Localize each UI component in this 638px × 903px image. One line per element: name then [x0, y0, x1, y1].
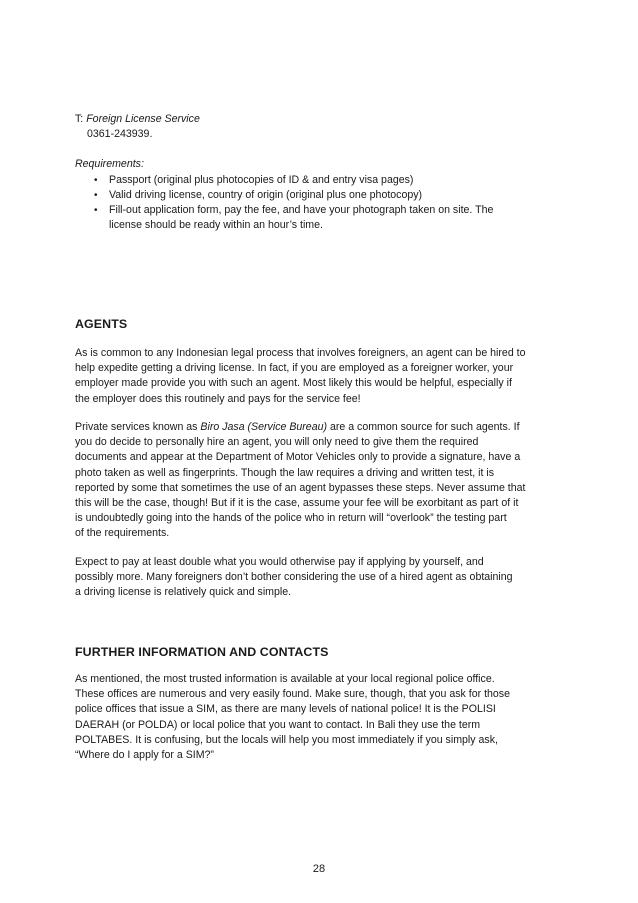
- further-heading: FURTHER INFORMATION AND CONTACTS: [75, 645, 329, 659]
- agents-paragraph-1: As is common to any Indonesian legal process that involves foreigners, an agent can be hired to help expedite getting a driving license. In fact, if you are employed as a foreigner worker, your employer made provide you with such an agent. Most likely this would be helpful, especially if the employer does this routinely and pays for the service fee!: [75, 347, 526, 405]
- contact-service: Foreign License Service: [86, 113, 200, 125]
- contact-phone: 0361-243939.: [87, 128, 153, 141]
- biro-jasa-term: Biro Jasa (Service Bureau): [200, 421, 328, 433]
- contact-line: [75, 112, 565, 127]
- list-item: • Valid driving license, country of origin (original plus one photocopy): [75, 188, 565, 203]
- requirements-title: Requirements:: [75, 158, 144, 171]
- page-number: 28: [312, 863, 326, 875]
- contact-block: [75, 112, 565, 233]
- requirements-list: [75, 173, 565, 234]
- bullet-icon: •: [94, 205, 98, 217]
- list-item: • Passport (original plus photocopies of ID & and entry visa pages): [75, 173, 565, 188]
- further-paragraph-1: As mentioned, the most trusted information is available at your local regional police office. These offices are numerous and very easily found. Make sure, though, that you ask for those police offices that issue a SIM, as there are many levels of national police! It is the POLISI DAERAH (or POLDA) or local police that you want to contact. In Bali they use the term POLTABES. It is confusing, but the locals will help you most immediately if you simply ask, “Where do I apply for a SIM?”: [75, 673, 510, 762]
- agents-heading: AGENTS: [75, 317, 128, 331]
- agents-paragraph-3: Expect to pay at least double what you would otherwise pay if applying by yourself, and possibly more. Many foreigners don’t bother considering the use of a hired agent as obtaining a driving license is relatively quick and simple.: [75, 556, 513, 599]
- agents-paragraph-2: Private services known as Biro Jasa (Service Bureau) are a common source for such agents. If you do decide to personally hire an agent, you will only need to give them the required documents and appear at the Department of Motor Vehicles only to provide a signature, have a photo taken as well as fingerprints. Though the law requires a driving and written test, it is reported by some that sometimes the use of an agent bypasses these steps. Never assume that this will be the case, though! But if it is the case, assume your fee will be exorbitant as part of it is undoubtedly going into the hands of the police who in return will “overlook” the testing part of the requirements.: [75, 421, 526, 540]
- bullet-icon: •: [94, 189, 98, 201]
- bullet-icon: •: [94, 174, 98, 186]
- contact-label: T:: [75, 113, 84, 125]
- list-item: • Fill-out application form, pay the fee, and have your photograph taken on site. The license should be ready within an hour’s time.: [94, 204, 494, 232]
